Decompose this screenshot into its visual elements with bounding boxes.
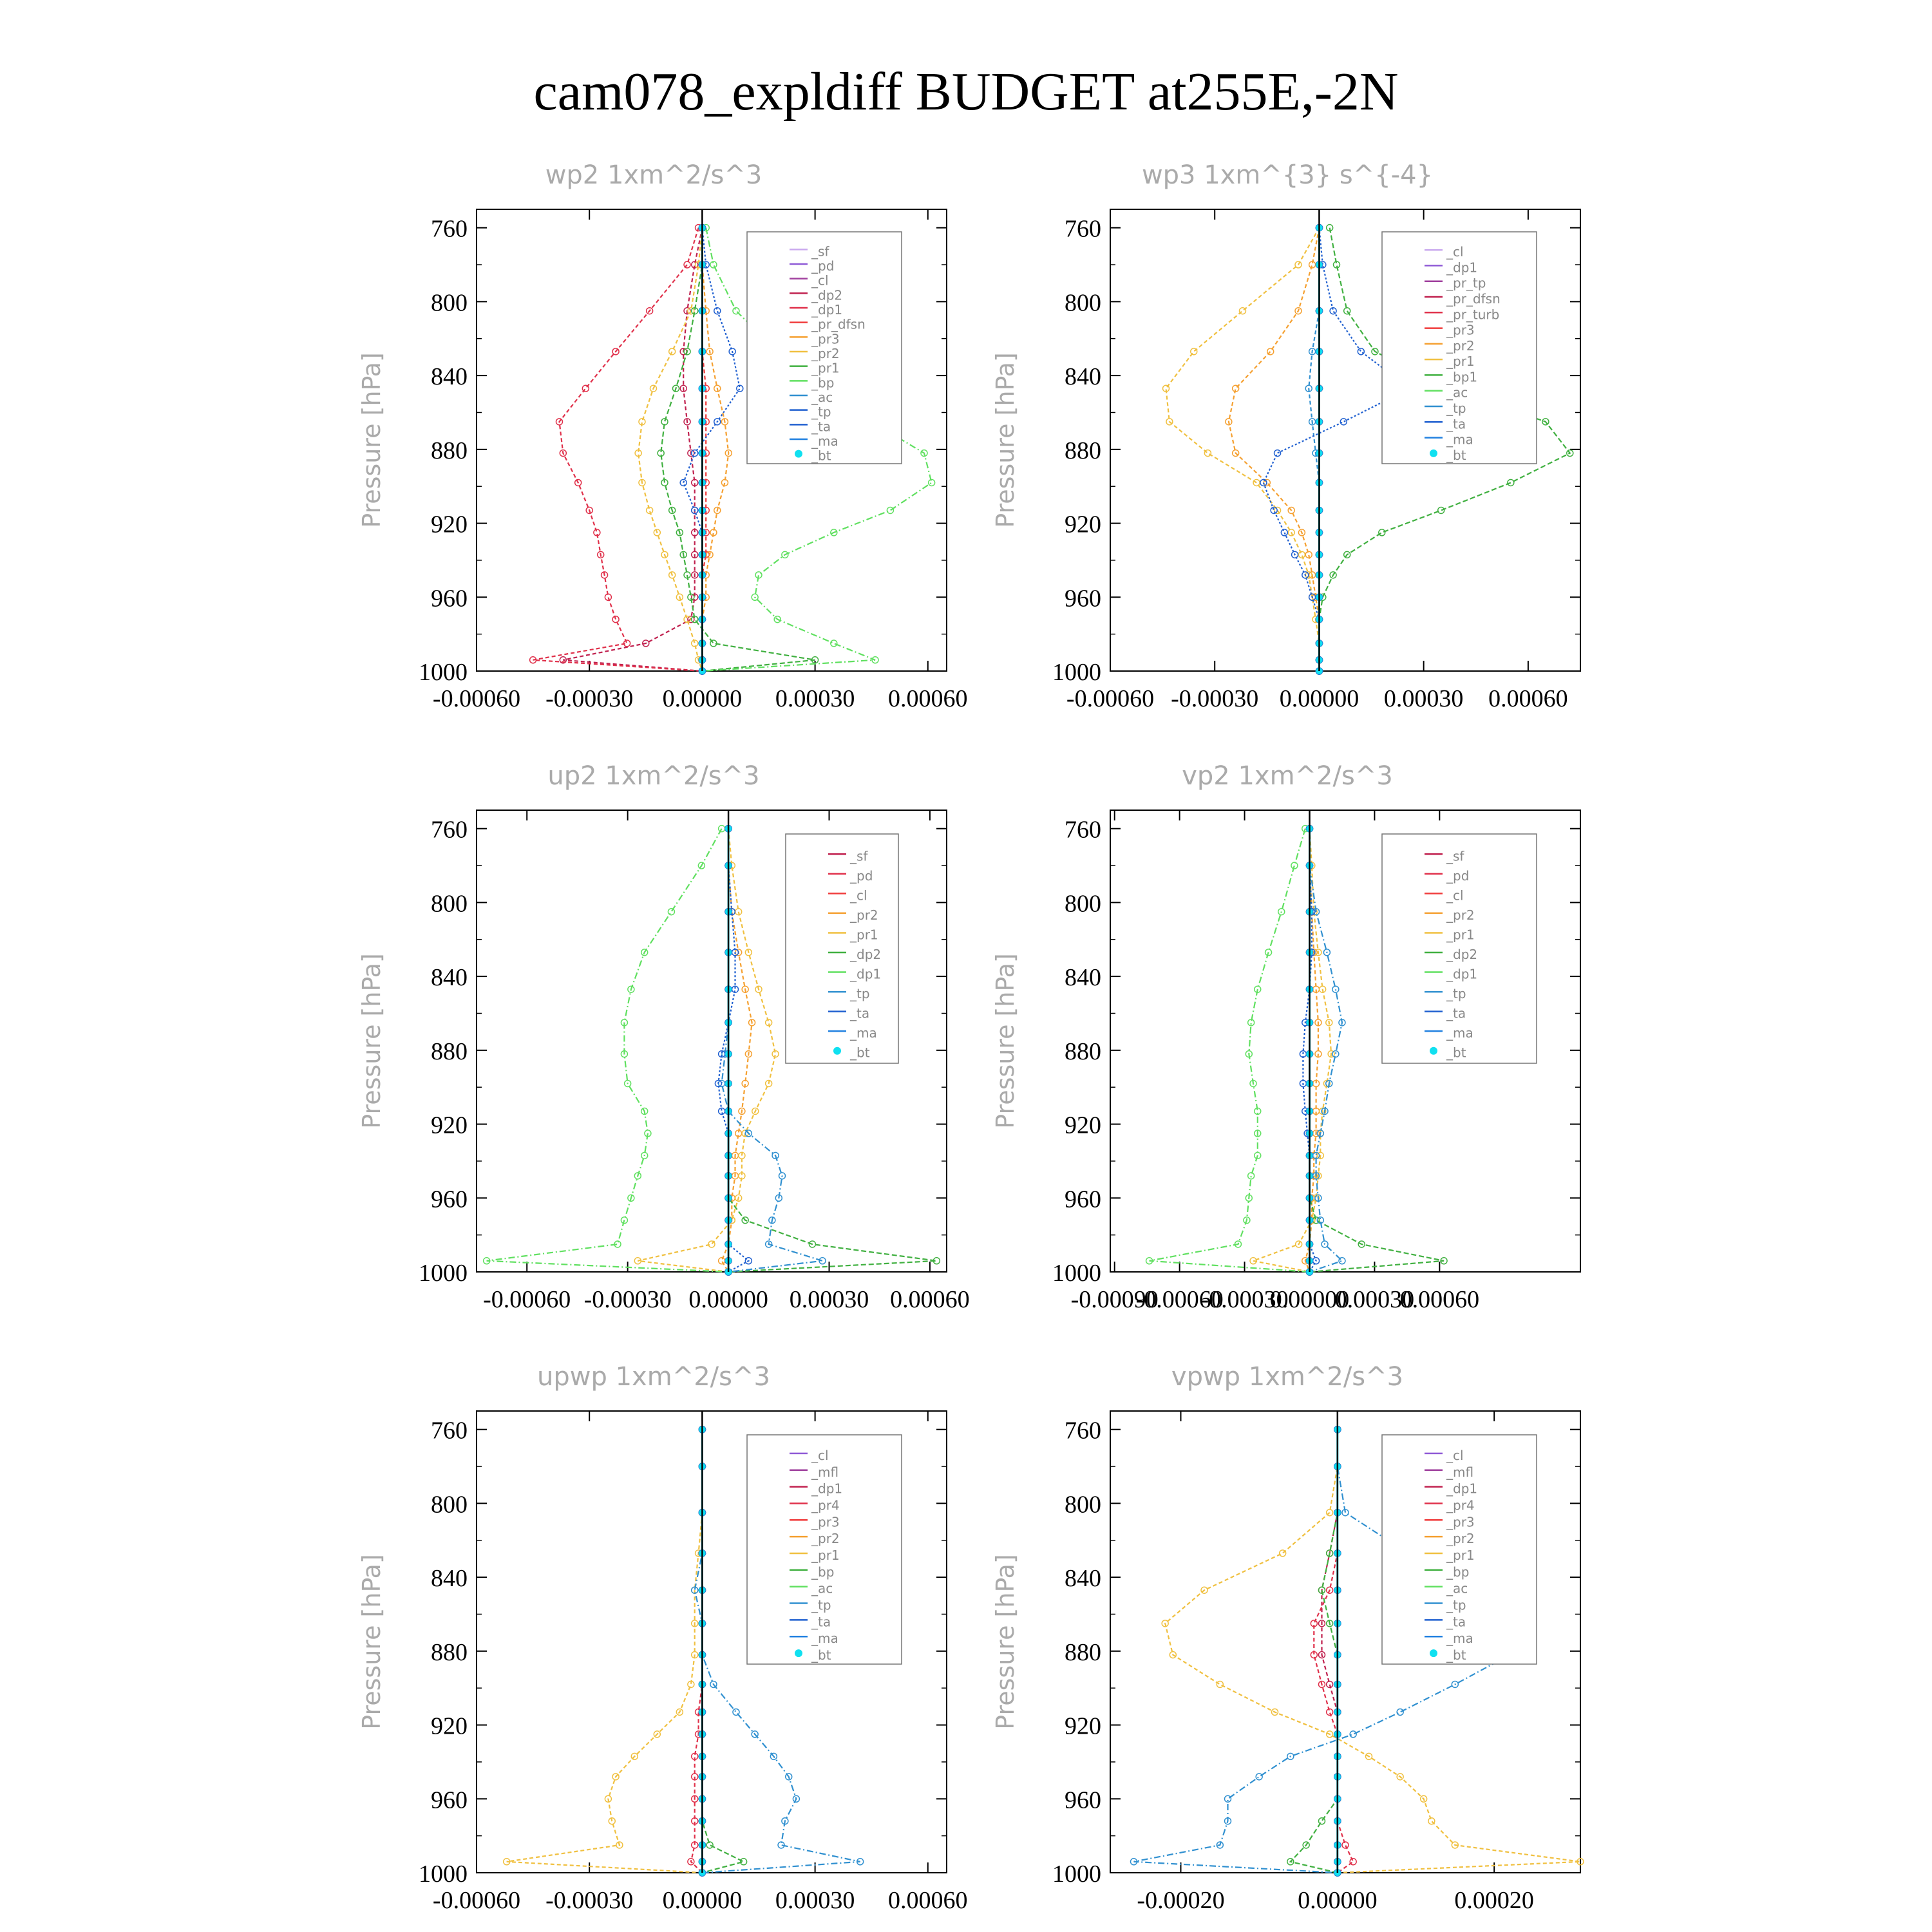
legend-item: _pr_dfsn (811, 316, 866, 332)
series-line-pr1 (638, 829, 775, 1272)
legend-item: _dp2 (811, 287, 843, 303)
y-tick-label: 840 (431, 363, 468, 391)
data-point (719, 1258, 725, 1264)
legend-item: _ta (811, 419, 831, 435)
legend-item: _sf (811, 243, 829, 260)
legend-item: _tp (850, 986, 870, 1002)
y-tick-label: 1000 (419, 1260, 468, 1287)
legend-item: _dp1 (1446, 1481, 1478, 1497)
y-axis-label: Pressure [hPa] (991, 1554, 1019, 1730)
legend-item: _ac (1446, 384, 1468, 401)
data-point (1217, 1681, 1223, 1687)
y-tick-label: 960 (1065, 585, 1101, 612)
x-tick-label: 0.00030 (789, 1286, 869, 1313)
legend-item: _ta (850, 1005, 870, 1021)
data-point (1204, 450, 1211, 457)
x-tick-label: 0.00000 (1269, 1286, 1350, 1313)
series-line-dp1 (1150, 829, 1310, 1272)
x-tick-label: -0.00030 (1171, 685, 1259, 712)
data-point (668, 909, 674, 915)
legend-item: _tp (811, 1597, 831, 1613)
data-point (1191, 348, 1197, 355)
legend-marker (1430, 1649, 1437, 1657)
y-tick-label: 960 (431, 585, 468, 612)
data-point (605, 594, 611, 600)
legend-marker (833, 1047, 841, 1055)
y-tick-label: 880 (1065, 1638, 1101, 1666)
panel-wp2 (357, 160, 968, 712)
legend-item: _pr_dfsn (1446, 291, 1501, 307)
data-point (1256, 1774, 1262, 1780)
legend-item: _dp1 (1446, 260, 1478, 276)
y-axis-label: Pressure [hPa] (991, 953, 1019, 1129)
series-line-tp (683, 228, 740, 671)
data-point (1379, 529, 1385, 536)
legend-item: _pr4 (1446, 1497, 1475, 1513)
legend-item: _bp (811, 1564, 835, 1580)
x-tick-label: -0.00060 (1066, 685, 1155, 712)
legend-item: _pd (850, 867, 873, 884)
x-tick-label: -0.00090 (1070, 1286, 1159, 1313)
x-tick-label: 0.00000 (1279, 685, 1359, 712)
legend-item: _pr1 (811, 1548, 840, 1563)
legend-item: _mfl (1446, 1464, 1474, 1480)
data-point (1239, 308, 1245, 314)
y-axis-label: Pressure [hPa] (991, 352, 1019, 528)
legend-item: _bp1 (1446, 369, 1478, 385)
legend-box (786, 834, 898, 1063)
y-tick-label: 880 (1065, 437, 1101, 464)
legend-item: _cl (1446, 244, 1464, 260)
data-point (1274, 450, 1281, 457)
data-point (1281, 529, 1287, 536)
x-tick-label: 0.00030 (1383, 685, 1464, 712)
series-line-dp1 (487, 829, 729, 1272)
data-point (1298, 551, 1305, 558)
y-tick-label: 880 (1065, 1037, 1101, 1065)
series-line-pr1 (507, 1430, 703, 1873)
y-axis-label: Pressure [hPa] (357, 352, 386, 528)
panel-title: vpwp 1xm^2/s^3 (1171, 1362, 1404, 1392)
y-tick-label: 760 (431, 1417, 468, 1444)
legend-item: _bt (1446, 1647, 1466, 1663)
legend-item: _pr_tp (1446, 275, 1486, 291)
data-point (1350, 1731, 1356, 1738)
legend-item: _pr1 (811, 360, 840, 376)
panel-title: wp3 1xm^{3} s^{-4} (1141, 160, 1434, 190)
x-tick-label: 0.00000 (1298, 1887, 1378, 1914)
legend-item: _dp2 (1446, 947, 1478, 962)
legend-item: _pr3 (1446, 322, 1475, 338)
data-point (1397, 1709, 1403, 1715)
y-tick-label: 800 (1065, 890, 1101, 918)
legend-item: _sf (1446, 848, 1464, 864)
x-tick-label: -0.00060 (483, 1286, 571, 1313)
figure-title: cam078_expldiff BUDGET at255E,-2N (533, 62, 1399, 122)
x-tick-label: 0.00030 (1334, 1286, 1415, 1313)
y-tick-label: 1000 (419, 1861, 468, 1888)
y-tick-label: 840 (431, 1565, 468, 1593)
legend-item: _pr2 (1446, 907, 1475, 923)
data-point (719, 826, 725, 832)
y-tick-label: 1000 (1052, 1861, 1101, 1888)
y-tick-label: 760 (1065, 816, 1101, 844)
y-tick-label: 800 (431, 289, 468, 317)
data-point (1344, 308, 1350, 314)
series-line-dp1 (533, 228, 703, 671)
legend-item: _mfl (811, 1464, 839, 1480)
legend-item: _pr1 (1446, 354, 1475, 370)
legend-item: _pr2 (850, 907, 878, 923)
legend-item: _tp (1446, 1597, 1466, 1613)
legend-marker (1430, 1047, 1437, 1055)
data-point (887, 507, 893, 513)
y-tick-label: 960 (431, 1786, 468, 1814)
data-point (733, 308, 739, 314)
y-tick-label: 760 (1065, 1417, 1101, 1444)
panel-title: upwp 1xm^2/s^3 (537, 1362, 770, 1392)
legend-marker (795, 450, 802, 458)
y-axis-label: Pressure [hPa] (357, 1554, 386, 1730)
legend-item: _pr3 (811, 331, 840, 347)
legend-item: _cl (1446, 887, 1464, 904)
y-tick-label: 920 (431, 1112, 468, 1139)
data-point (1339, 1258, 1345, 1264)
legend-item: _cl (1446, 1447, 1464, 1463)
y-tick-label: 920 (1065, 511, 1101, 538)
y-tick-label: 760 (1065, 215, 1101, 243)
data-point (1428, 1818, 1435, 1824)
y-tick-label: 920 (1065, 1712, 1101, 1740)
legend-item: _pr2 (811, 346, 840, 361)
legend-item: _ma (850, 1025, 877, 1041)
legend-item: _dp1 (850, 966, 882, 982)
legend-marker (795, 1649, 802, 1657)
legend-item: _pd (811, 258, 835, 274)
legend-item: _pr1 (1446, 1548, 1475, 1563)
series-line-bp (702, 1430, 743, 1873)
legend-item: _ac (811, 390, 833, 405)
x-tick-label: 0.00060 (1488, 685, 1568, 712)
data-point (1332, 986, 1339, 992)
legend-item: _ma (1446, 431, 1473, 448)
legend-item: _ta (1446, 1614, 1466, 1630)
series-line-ta (718, 829, 748, 1272)
y-tick-label: 760 (431, 215, 468, 243)
y-tick-label: 960 (1065, 1786, 1101, 1814)
y-tick-label: 800 (431, 890, 468, 918)
x-tick-label: 0.00060 (890, 1286, 970, 1313)
data-point (1340, 419, 1347, 425)
x-tick-label: 0.00030 (775, 685, 855, 712)
legend-item: _ac (811, 1580, 833, 1596)
panel-title: wp2 1xm^2/s^3 (545, 160, 762, 190)
x-tick-label: 0.00000 (662, 685, 743, 712)
legend-item: _pr2 (1446, 337, 1475, 354)
x-tick-label: -0.00020 (1137, 1887, 1225, 1914)
y-tick-label: 1000 (1052, 1260, 1101, 1287)
panel-vpwp (991, 1362, 1584, 1914)
x-tick-label: -0.00030 (583, 1286, 672, 1313)
panel-title: up2 1xm^2/s^3 (547, 761, 760, 791)
legend-item: _bp (811, 375, 835, 391)
legend-item: _pr2 (1446, 1531, 1475, 1547)
y-tick-label: 960 (1065, 1186, 1101, 1213)
legend-item: _dp1 (811, 1481, 843, 1497)
legend-marker (1430, 450, 1437, 457)
series-line-pr1 (1166, 228, 1320, 671)
legend-item: _bt (811, 1647, 831, 1663)
y-tick-label: 920 (1065, 1112, 1101, 1139)
legend-item: _dp2 (850, 947, 882, 962)
legend-item: _bt (1446, 1045, 1466, 1061)
series-line-pr2 (1229, 228, 1319, 671)
legend-item: _ma (811, 433, 838, 449)
x-tick-label: -0.00060 (432, 685, 521, 712)
y-tick-label: 840 (1065, 1565, 1101, 1593)
y-tick-label: 880 (431, 1638, 468, 1666)
series-line-pr2 (638, 228, 702, 671)
series-line-dp1 (1322, 1430, 1338, 1873)
legend-item: _ta (1446, 1005, 1466, 1021)
x-tick-label: -0.00030 (545, 1887, 634, 1914)
data-point (1280, 1550, 1286, 1557)
y-tick-label: 880 (431, 1037, 468, 1065)
legend-item: _ta (811, 1614, 831, 1630)
y-tick-label: 800 (1065, 289, 1101, 317)
legend-item: _pr1 (850, 927, 878, 943)
y-tick-label: 920 (431, 1712, 468, 1740)
y-tick-label: 1000 (419, 659, 468, 686)
x-tick-label: 0.00000 (688, 1286, 768, 1313)
series-line-pr4 (1314, 1430, 1353, 1873)
legend-item: _ma (1446, 1025, 1473, 1041)
data-point (684, 261, 690, 268)
legend-item: _pr1 (1446, 927, 1475, 943)
panel-upwp (357, 1362, 968, 1914)
y-axis-label: Pressure [hPa] (357, 953, 386, 1129)
x-tick-label: 0.00020 (1454, 1887, 1534, 1914)
x-tick-label: 0.00030 (775, 1887, 855, 1914)
data-point (612, 616, 619, 623)
x-tick-label: 0.00060 (888, 1887, 968, 1914)
legend-item: _cl (811, 272, 829, 289)
legend-item: _ma (1446, 1631, 1473, 1647)
legend-item: _bp (1446, 1564, 1470, 1580)
data-point (1267, 348, 1274, 355)
legend-item: _ta (1446, 416, 1466, 432)
legend-item: _pr_turb (1446, 307, 1500, 323)
y-tick-label: 960 (431, 1186, 468, 1213)
x-tick-label: -0.00030 (545, 685, 634, 712)
data-point (1248, 1173, 1255, 1179)
legend-item: _bt (850, 1045, 870, 1061)
y-tick-label: 760 (431, 816, 468, 844)
x-tick-label: -0.00060 (432, 1887, 521, 1914)
legend-item: _pr3 (1446, 1514, 1475, 1530)
legend-item: _ma (811, 1631, 838, 1647)
legend-item: _pr3 (811, 1514, 840, 1530)
series-line-tp (1310, 829, 1343, 1272)
legend-item: _bt (1446, 447, 1466, 463)
series-line-dp2 (563, 228, 702, 671)
data-point (831, 640, 837, 647)
x-tick-label: -0.00060 (1135, 1286, 1224, 1313)
series-line-pr2 (1305, 829, 1318, 1272)
x-tick-label: 0.00000 (662, 1887, 743, 1914)
data-point (1332, 1051, 1339, 1057)
legend-item: _ac (1446, 1580, 1468, 1596)
legend-item: _cl (811, 1447, 829, 1463)
legend-item: _pr4 (811, 1497, 840, 1513)
y-tick-label: 840 (1065, 363, 1101, 391)
x-tick-label: 0.00060 (1399, 1286, 1480, 1313)
data-point (1438, 507, 1444, 513)
y-tick-label: 1000 (1052, 659, 1101, 686)
data-point (582, 385, 589, 392)
legend-item: _dp1 (811, 302, 843, 317)
data-point (733, 1709, 739, 1715)
data-point (1319, 1818, 1325, 1824)
panel-wp3 (991, 160, 1580, 712)
panel-up2 (357, 761, 970, 1313)
x-tick-label: 0.00060 (888, 685, 968, 712)
panel-vp2 (991, 761, 1580, 1313)
y-tick-label: 840 (431, 964, 468, 992)
y-tick-label: 800 (431, 1491, 468, 1519)
data-point (1350, 1859, 1356, 1865)
x-tick-label: -0.00030 (1200, 1286, 1289, 1313)
y-tick-label: 920 (431, 511, 468, 538)
data-point (1358, 348, 1364, 355)
legend-item: _dp1 (1446, 966, 1478, 982)
legend-item: _pr2 (811, 1531, 840, 1547)
legend-item: _pd (1446, 867, 1470, 884)
legend-item: _tp (1446, 986, 1466, 1002)
legend-item: _sf (850, 848, 868, 864)
series-line-pr4 (691, 1430, 703, 1873)
legend-item: _tp (1446, 401, 1466, 416)
y-tick-label: 800 (1065, 1491, 1101, 1519)
y-tick-label: 880 (431, 437, 468, 464)
panel-title: vp2 1xm^2/s^3 (1182, 761, 1393, 791)
legend-item: _cl (850, 887, 867, 904)
legend-item: _tp (811, 404, 831, 420)
data-point (669, 348, 676, 355)
legend-item: _bt (811, 448, 831, 464)
y-tick-label: 840 (1065, 964, 1101, 992)
